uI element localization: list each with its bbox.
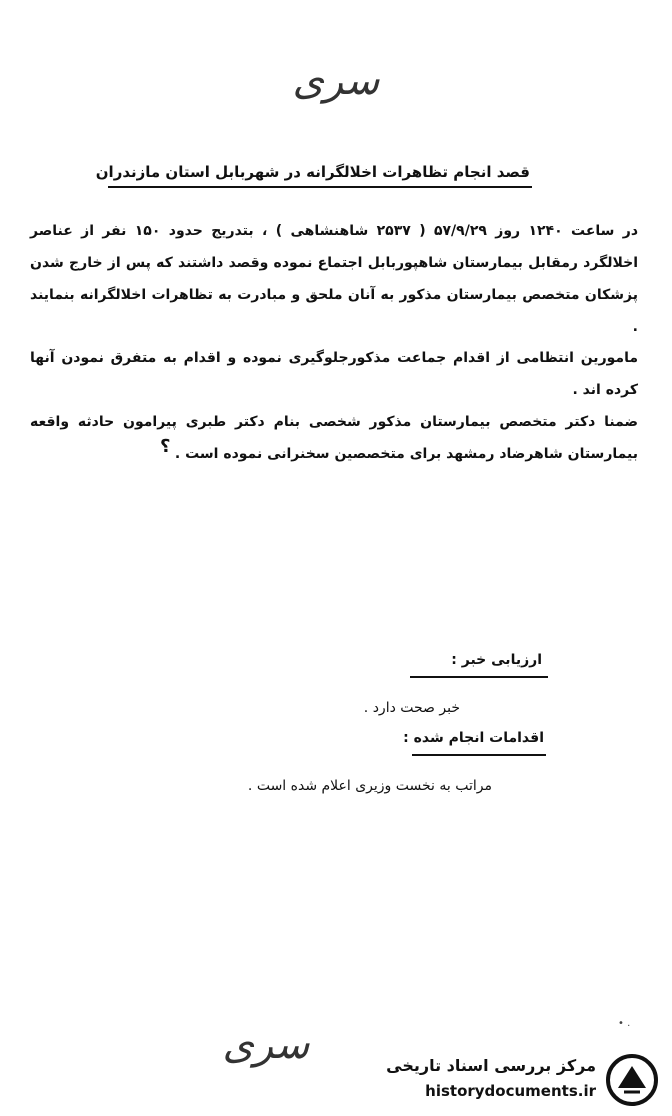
- paragraph-1: در ساعت ۱۲۴۰ روز ۵۷/۹/۲۹ ( ۲۵۳۷ شاهنشاهی ) ، بتدریج حدود ۱۵۰ نفر از عناصر اخلالگرد رمقابل بیمارستان شاهپوربابل اجتماع نموده وقصد داشتند که پس از خارج شدن پزشکان متخصص بیمارستان مذکور به آنان ملحق و مبادرت به تظاهرات اخلالگرانه بنمایند .: [30, 223, 639, 335]
- paragraph-3: ضمنا دکتر متخصص بیمارستان مذکور شخصی بنام دکتر طبری پیرامون حادثه واقعه بیمارستان شاهرضاد رمشهد برای متخصصین سخنرانی نموده است .: [30, 414, 638, 462]
- question-mark: ؟: [160, 436, 171, 457]
- watermark: [380, 1036, 666, 1110]
- assessment-label: ارزیابی خبر :: [451, 652, 542, 668]
- watermark-title: مرکز بررسی اسناد تاریخی: [386, 1056, 596, 1075]
- subject-line: قصد انجام تظاهرات اخلالگرانه در شهربابل استان مازندران: [95, 163, 530, 181]
- assessment-underline: [410, 676, 548, 678]
- ink-specks: • .: [618, 1018, 631, 1029]
- subject-underline: [108, 186, 532, 188]
- archive-logo-icon: [604, 1052, 660, 1108]
- actions-label: اقدامات انجام شده :: [403, 730, 544, 746]
- footer-classification: سری: [222, 1022, 310, 1068]
- actions-underline: [412, 754, 546, 756]
- actions-value: مراتب به نخست وزیری اعلام شده است .: [247, 778, 492, 794]
- header-classification: سری: [292, 58, 380, 104]
- watermark-url: historydocuments.ir: [425, 1082, 596, 1100]
- paragraph-2: مامورین انتظامی از اقدام جماعت مذکورجلوگیری نموده و اقدام به متفرق نمودن آنها کرده اند .: [30, 350, 638, 398]
- assessment-value: خبر صحت دارد .: [363, 700, 460, 716]
